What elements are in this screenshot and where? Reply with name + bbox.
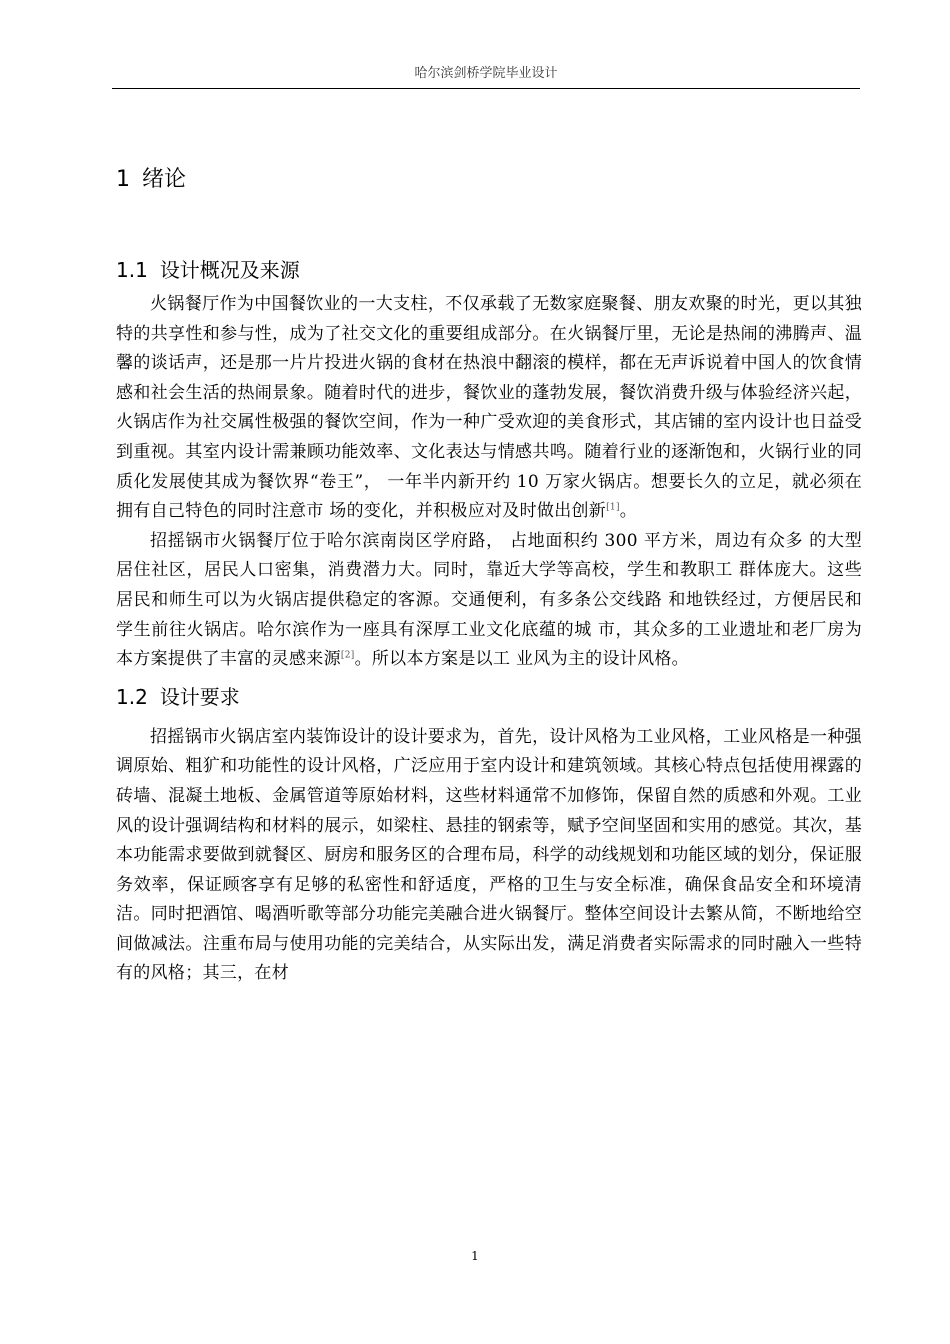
section-number: 1.2: [116, 684, 148, 709]
paragraph-end: 。所以本方案是以工 业风为主的设计风格。: [354, 649, 689, 670]
chapter-number: 1: [116, 167, 130, 192]
paragraph-1-1-b: [116, 527, 862, 675]
section-heading-1-2: [116, 679, 862, 715]
paragraph-text: 火锅餐厅作为中国餐饮业的一大支柱，不仅承载了无数家庭聚餐、朋友欢聚的时光，更以其独特的共享性和参与性，成为了社交文化的重要组成部分。在火锅餐厅里，无论是热闹的沸腾声、温馨的谈话声，还是那一片片投进火锅的食材在热浪中翻滚的模样，都在无声诉说着中国人的饮食情感和社会生活的热闹景象。随着时代的进步，餐饮业的蓬勃发展，餐饮消费升级与体验经济兴起，火锅店作为社交属性极强的餐饮空间，作为一种广受欢迎的美食形式，其店铺的室内设计也日益受到重视。其室内设计需兼顾功能效率、文化表达与情感共鸣。随着行业的逐渐饱和，火锅行业的同质化发展使其成为餐饮界“卷王”， 一年半内新开约 10 万家火锅店。想要长久的立足，就必须在拥有自己特色的同时注意市 场的变化，并积极应对及时做出创新: [116, 294, 862, 522]
section-number: 1.1: [116, 258, 148, 282]
page-header: 哈尔滨剑桥学院毕业设计: [414, 66, 558, 81]
citation-ref[interactable]: [1]: [606, 502, 620, 513]
document-body: [116, 160, 862, 989]
section-heading-1-1: [116, 252, 862, 288]
paragraph-end: 。: [619, 501, 638, 522]
paragraph-text: 招摇锅市火锅店室内装饰设计的设计要求为，首先，设计风格为工业风格，工业风格是一种强调原始、粗犷和功能性的设计风格，广泛应用于室内设计和建筑领域。其核心特点包括使用裸露的砖墙、混凝土地板、金属管道等原始材料，这些材料通常不加修饰，保留自然的质感和外观。工业风的设计强调结构和材料的展示，如梁柱、悬挂的钢索等，赋予空间坚固和实用的感觉。其次，基本功能需求要做到就餐区、厨房和服务区的合理布局，科学的动线规划和功能区域的划分，保证服务效率，保证顾客享有足够的私密性和舒适度，严格的卫生与安全标准，确保食品安全和环境清洁。同时把酒馆、喝酒听歌等部分功能完美融合进火锅餐厅。整体空间设计去繁从简，不断地给空间做减法。注重布局与使用功能的完美结合，从实际出发，满足消费者实际需求的同时融入一些特有的风格；其三，在材: [116, 726, 862, 984]
paragraph-text: 招摇锅市火锅餐厅位于哈尔滨南岗区学府路， 占地面积约 300 平方米，周边有众多 的大型居住社区，居民人口密集，消费潜力大。同时，靠近大学等高校，学生和教职工 群体庞大。这些居民和师生可以为火锅店提供稳定的客源。交通便利，有多条公交线路 和地铁经过，方便居民和学生前往火锅店。哈尔滨作为一座具有深厚工业文化底蕴的城 市，其众多的工业遗址和老厂房为本方案提供了丰富的灵感来源: [116, 530, 862, 670]
paragraph-1-2-a: [116, 723, 862, 989]
section-title: 设计要求: [159, 684, 240, 709]
header-rule: [112, 88, 860, 89]
citation-ref[interactable]: [2]: [340, 650, 355, 661]
page-number: 1: [471, 1249, 479, 1263]
chapter-heading: [116, 160, 862, 200]
chapter-title: 绪论: [142, 167, 187, 192]
paragraph-1-1-a: [116, 290, 862, 527]
section-title: 设计概况及来源: [159, 258, 300, 282]
